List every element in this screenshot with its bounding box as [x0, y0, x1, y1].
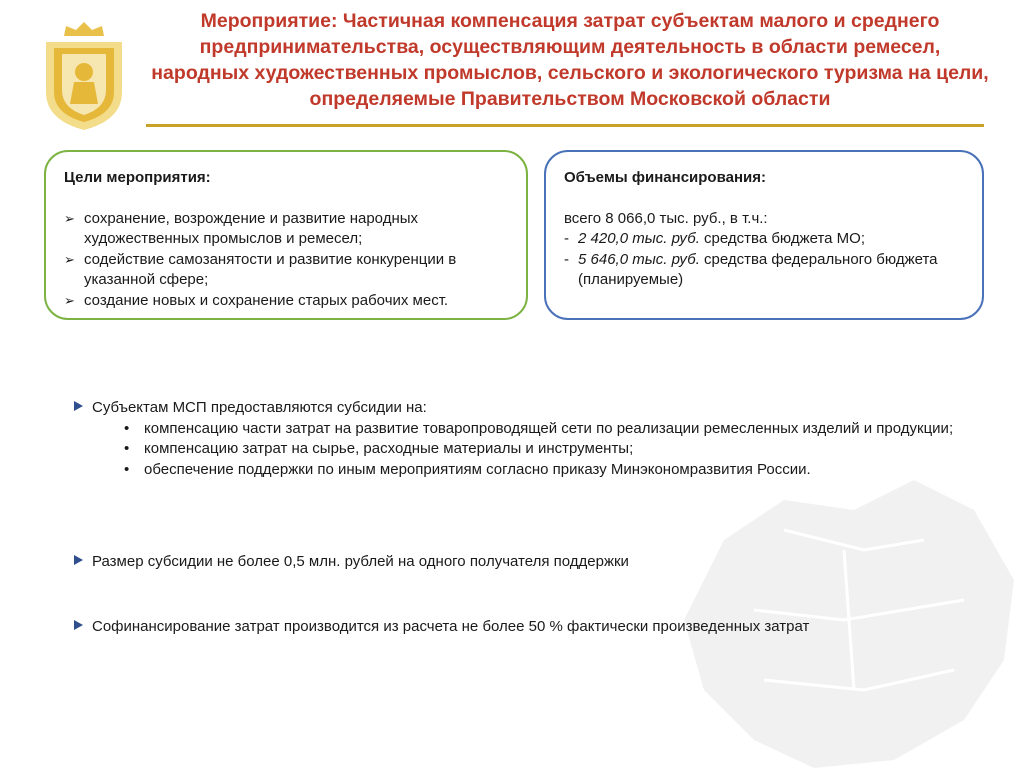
subsidy-item: • компенсацию затрат на сырье, расходные материалы и инструменты; [124, 439, 974, 460]
goals-heading: Цели мероприятия: [64, 169, 211, 186]
dot-bullet-icon: • [124, 419, 130, 437]
triangle-bullet-icon [74, 555, 83, 565]
funding-total: всего 8 066,0 тыс. руб., в т.ч.: [564, 209, 768, 227]
subsidies-intro: Субъектам МСП предоставляются субсидии на: [74, 398, 974, 419]
triangle-bullet-icon [74, 401, 83, 411]
goals-panel [44, 150, 528, 320]
title-divider [146, 124, 984, 127]
subsidies-section [74, 398, 974, 480]
funding-panel [544, 150, 984, 320]
goals-list [64, 209, 508, 312]
subsidy-size-statement: Размер субсидии не более 0,5 млн. рублей на одного получателя поддержки [74, 552, 974, 573]
dot-bullet-icon: • [124, 440, 130, 457]
goal-item: ➢ сохранение, возрождение и развитие народных художественных промыслов и ремесел; [64, 209, 419, 247]
triangle-bullet-icon [74, 620, 83, 630]
arrow-bullet-icon: ➢ [64, 210, 75, 226]
subsidy-item: • обеспечение поддержки по иным мероприятиям согласно приказу Минэкономразвития России. [124, 460, 974, 481]
arrow-bullet-icon: ➢ [64, 292, 75, 308]
goal-item: ➢ содействие самозанятости и развитие конкуренции в указанной сфере; [64, 250, 457, 288]
funding-line-federal: - 5 646,0 тыс. руб. средства федерального бюджета (планируемые) [564, 250, 938, 288]
subsidy-item: • компенсацию части затрат на развитие товаропроводящей сети по реализации ремесленных изделий и продукции; [124, 419, 974, 440]
page-title: Мероприятие: Частичная компенсация затрат субъектам малого и среднего предпринимательства, осуществляющим деятельность в области ремесел, народных художественных промыслов, сельского и экологического туризма на цели, определяемые Правительством Московской области [151, 10, 989, 110]
funding-amount: 5 646,0 тыс. руб. [578, 250, 700, 268]
funding-heading: Объемы финансирования: [564, 169, 766, 186]
funding-amount: 2 420,0 тыс. руб. [578, 230, 700, 247]
dot-bullet-icon: • [124, 460, 130, 478]
cofinancing-statement: Софинансирование затрат производится из расчета не более 50 % фактически произведенных затрат [74, 617, 974, 638]
coat-of-arms-emblem [36, 20, 132, 132]
funding-line-regional: - 2 420,0 тыс. руб. средства бюджета МО; [564, 230, 866, 247]
subsidies-list [74, 419, 974, 481]
goal-item: ➢ создание новых и сохранение старых рабочих мест. [64, 291, 508, 312]
arrow-bullet-icon: ➢ [64, 251, 75, 267]
